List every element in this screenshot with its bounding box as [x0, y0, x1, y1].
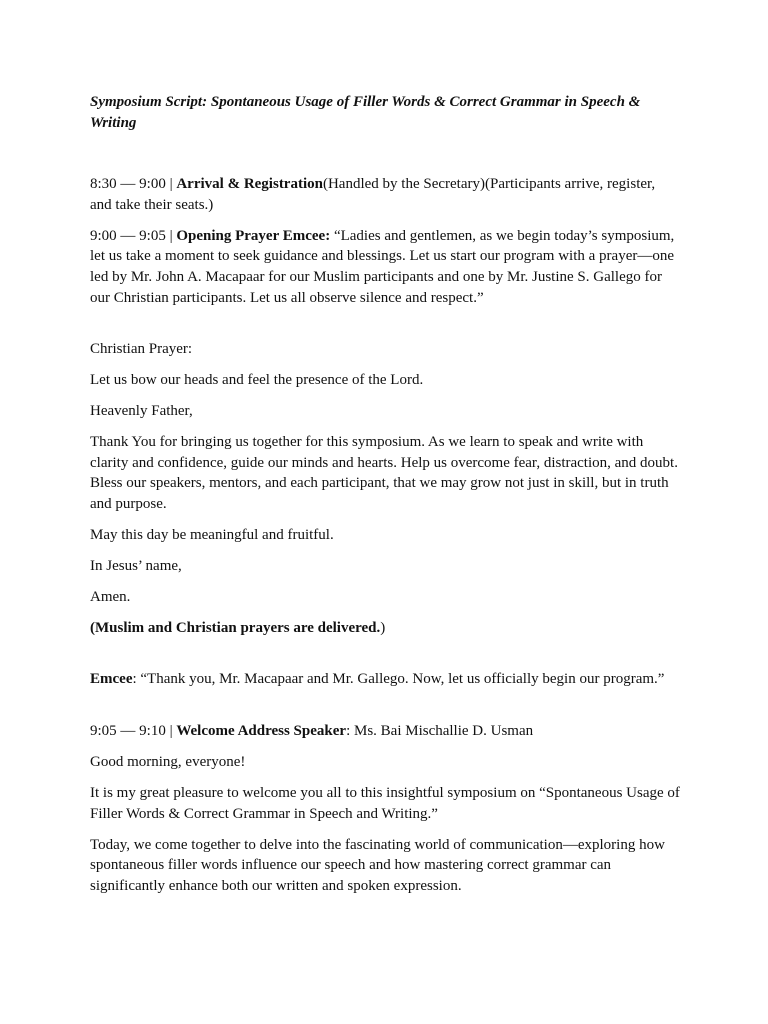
emcee-text: : “Thank you, Mr. Macapaar and Mr. Gallego. Now, let us officially begin our program.”	[132, 671, 665, 688]
welcome-line: Today, we come together to delve into the fascinating world of communication—exploring how spontaneous filler words influence our speech and how mastering correct grammar can significantly enhance both our written and spoken expression.	[90, 836, 665, 894]
agenda-text: : Ms. Bai Mischallie D. Usman	[346, 723, 534, 739]
prayer-line: In Jesus’ name,	[90, 557, 182, 574]
agenda-heading: Welcome Address Speaker	[176, 723, 347, 739]
emcee-line	[90, 669, 680, 690]
emcee-label: Emcee	[90, 671, 133, 688]
agenda-text: (Handled by the Secretary)(Participants arrive, register, and take their seats.)	[90, 176, 656, 213]
welcome-line: Good morning, everyone!	[90, 753, 246, 770]
prayer-line: Amen.	[90, 588, 131, 605]
welcome-line: It is my great pleasure to welcome you all to this insightful symposium on “Spontaneous Usage of Filler Words & Correct Grammar in Speech and Writing.”	[90, 784, 680, 822]
prayer-note-bold: (Muslim and Christian prayers are delivered.	[90, 619, 381, 636]
agenda-time: 8:30 — 9:00 |	[90, 176, 177, 193]
agenda-arrival	[90, 174, 680, 215]
prayer-label: Christian Prayer:	[90, 341, 193, 358]
agenda-welcome-address	[90, 721, 680, 742]
agenda-heading: Arrival & Registration	[176, 176, 323, 193]
agenda-time: 9:05 — 9:10 |	[90, 723, 177, 739]
prayer-note-end: )	[380, 619, 386, 636]
prayer-line: Let us bow our heads and feel the presence of the Lord.	[90, 372, 424, 389]
agenda-opening-prayer	[90, 226, 680, 308]
agenda-heading: Opening Prayer Emcee:	[176, 227, 331, 244]
agenda-time: 9:00 — 9:05 |	[90, 227, 177, 244]
prayer-line: May this day be meaningful and fruitful.	[90, 526, 334, 543]
prayer-line: Thank You for bringing us together for this symposium. As we learn to speak and write with clarity and confidence, guide our minds and hearts. Help us overcome fear, distraction, and doubt. Bless our speakers, mentors, and each participant, that we may grow not just in skill, but in truth and purpose.	[90, 434, 678, 512]
prayer-line: Heavenly Father,	[90, 403, 193, 420]
prayer-note	[90, 618, 680, 639]
agenda-text: “Ladies and gentlemen, as we begin today’s symposium, let us take a moment to seek guidance and blessings. Let us start our program with a prayer—one led by Mr. John A. Macapaar for our Muslim participants and one by Mr. Justine S. Gallego for our Christian participants. Let us all observe silence and respect.”	[90, 227, 675, 306]
document-title: Symposium Script: Spontaneous Usage of Filler Words & Correct Grammar in Speech & Writing	[90, 94, 641, 131]
